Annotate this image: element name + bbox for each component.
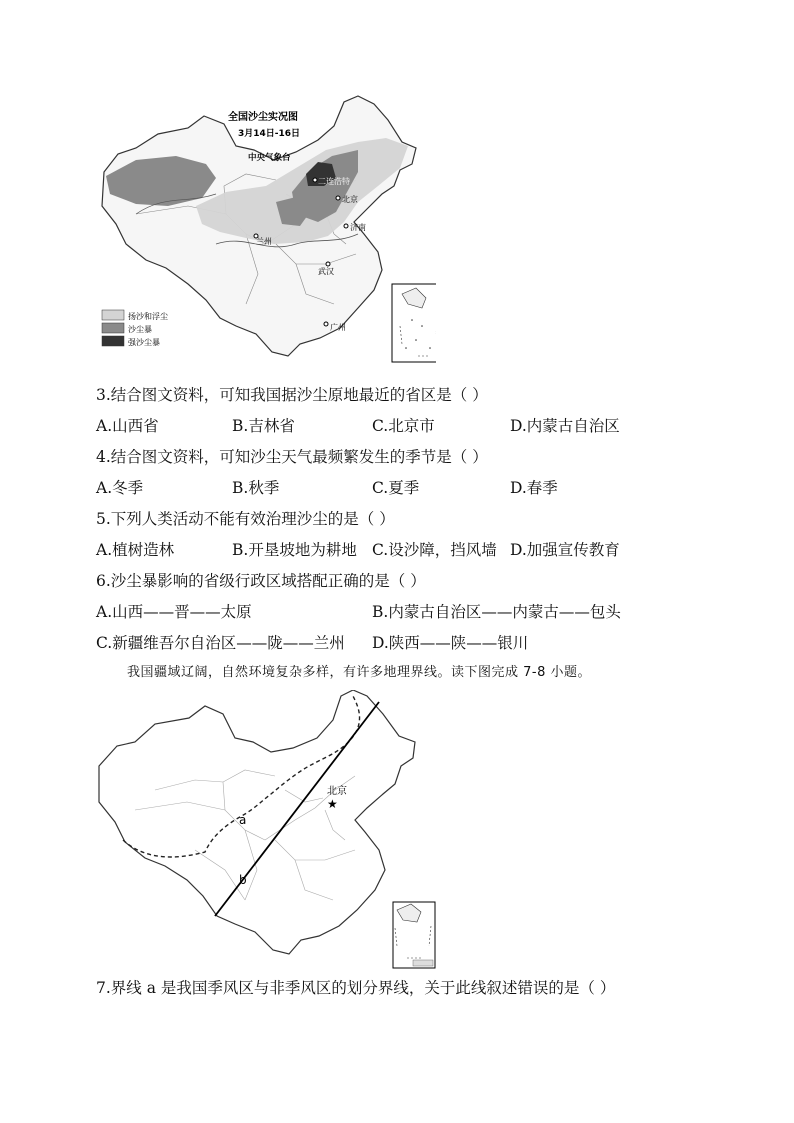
q4-option-a: A.冬季 <box>96 479 144 497</box>
q4-option-b: B.秋季 <box>232 479 280 497</box>
boundary-lines-map <box>95 690 440 972</box>
map1-legend <box>102 310 168 347</box>
q6-option-a: A.山西——晋——太原 <box>96 603 252 621</box>
china-outline-2 <box>99 690 415 954</box>
q5-option-c: C.设沙障，挡风墙 <box>372 541 497 559</box>
q6-option-c: C.新疆维吾尔自治区——陇——兰州 <box>96 634 345 652</box>
city-beijing: 北京 <box>342 195 358 204</box>
beijing-star-icon: ★ <box>327 797 338 811</box>
label-beijing: 北京 <box>327 786 347 797</box>
q5-option-b: B.开垦坡地为耕地 <box>232 541 357 559</box>
q6-option-d: D.陕西——陕——银川 <box>372 634 529 652</box>
q5-option-a: A.植树造林 <box>96 541 175 559</box>
question-4-stem: 4.结合图文资料，可知沙尘天气最频繁发生的季节是（ ） <box>96 448 488 466</box>
map1-source: 中央气象台 <box>248 153 291 163</box>
q5-option-d: D.加强宣传教育 <box>510 541 620 559</box>
question-6-stem: 6.沙尘暴影响的省级行政区域搭配正确的是（ ） <box>96 572 426 590</box>
q3-option-a: A.山西省 <box>96 417 159 435</box>
legend-strong: 强沙尘暴 <box>128 338 160 347</box>
q3-option-d: D.内蒙古自治区 <box>510 417 620 435</box>
q4-option-d: D.春季 <box>510 479 558 497</box>
intro-7-8: 我国疆域辽阔，自然环境复杂多样，有许多地理界线。读下图完成 7-8 小题。 <box>127 665 591 680</box>
label-line-a: a <box>239 813 247 827</box>
city-erlian: 二连浩特 <box>318 177 350 186</box>
city-guangzhou: 广州 <box>330 323 346 332</box>
q6-option-b: B.内蒙古自治区——内蒙古——包头 <box>372 603 621 621</box>
map1-title: 全国沙尘实况图 <box>228 112 298 123</box>
legend-storm: 沙尘暴 <box>128 325 152 334</box>
dust-storm-map <box>96 94 436 366</box>
q3-option-b: B.吉林省 <box>232 417 295 435</box>
city-wuhan: 武汉 <box>318 267 334 276</box>
legend-light: 扬沙和浮尘 <box>128 312 168 321</box>
question-3-stem: 3.结合图文资料，可知我国据沙尘原地最近的省区是（ ） <box>96 386 488 404</box>
question-7-stem: 7.界线 a 是我国季风区与非季风区的划分界线，关于此线叙述错误的是（ ） <box>96 979 616 997</box>
question-5-stem: 5.下列人类活动不能有效治理沙尘的是（ ） <box>96 510 395 528</box>
q3-option-c: C.北京市 <box>372 417 435 435</box>
map1-date: 3月14日-16日 <box>238 129 301 139</box>
q4-option-c: C.夏季 <box>372 479 420 497</box>
city-lanzhou: 兰州 <box>256 237 272 246</box>
city-jinan: 济南 <box>350 223 366 232</box>
label-line-b: b <box>239 873 247 887</box>
